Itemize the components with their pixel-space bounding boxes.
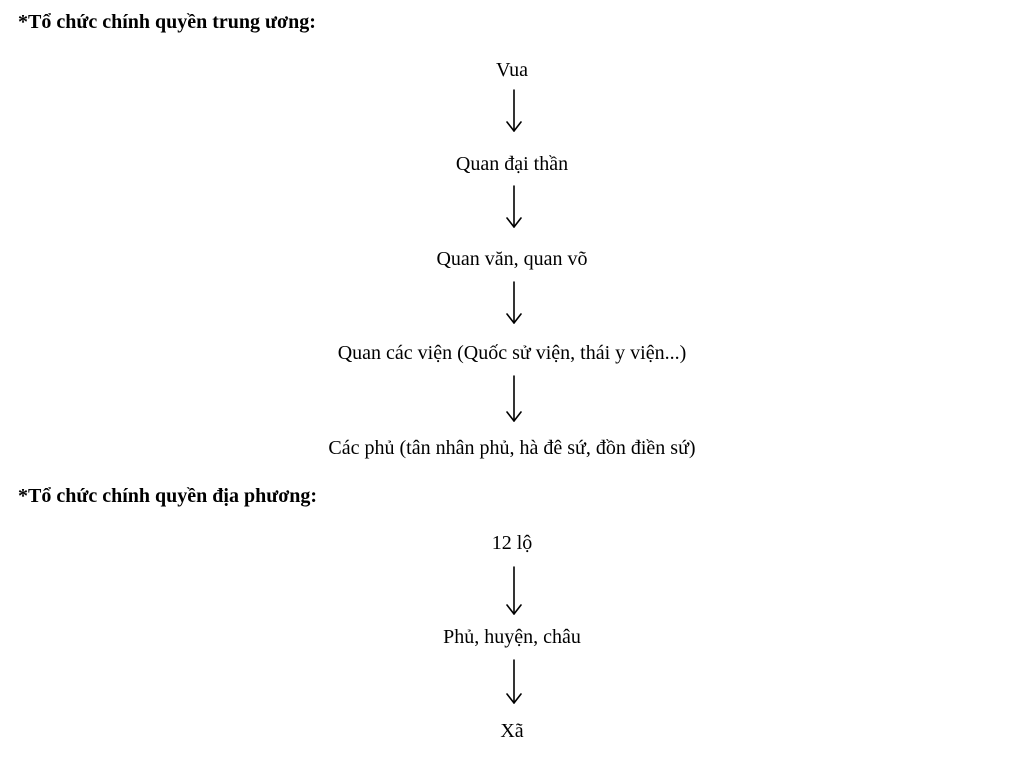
node-cac-phu: Các phủ (tân nhân phủ, hà đê sứ, đồn điền sứ): [328, 437, 696, 459]
node-quan-dai-than: Quan đại thần: [455, 153, 569, 175]
down-arrow-icon: [503, 658, 525, 706]
down-arrow-icon: [503, 184, 525, 230]
down-arrow-icon: [503, 374, 525, 424]
central-government-heading: *Tổ chức chính quyền trung ương:: [18, 11, 316, 33]
node-phu-huyen-chau: Phủ, huyện, châu: [443, 626, 581, 648]
node-12-lo: 12 lộ: [491, 532, 533, 554]
node-quan-van-quan-vo: Quan văn, quan võ: [436, 248, 588, 270]
node-xa: Xã: [500, 720, 524, 742]
down-arrow-icon: [503, 280, 525, 326]
local-government-heading: *Tổ chức chính quyền địa phương:: [18, 485, 318, 507]
down-arrow-icon: [503, 565, 525, 617]
node-quan-cac-vien: Quan các viện (Quốc sử viện, thái y viện...): [337, 342, 687, 364]
node-vua: Vua: [495, 59, 529, 81]
down-arrow-icon: [503, 88, 525, 134]
